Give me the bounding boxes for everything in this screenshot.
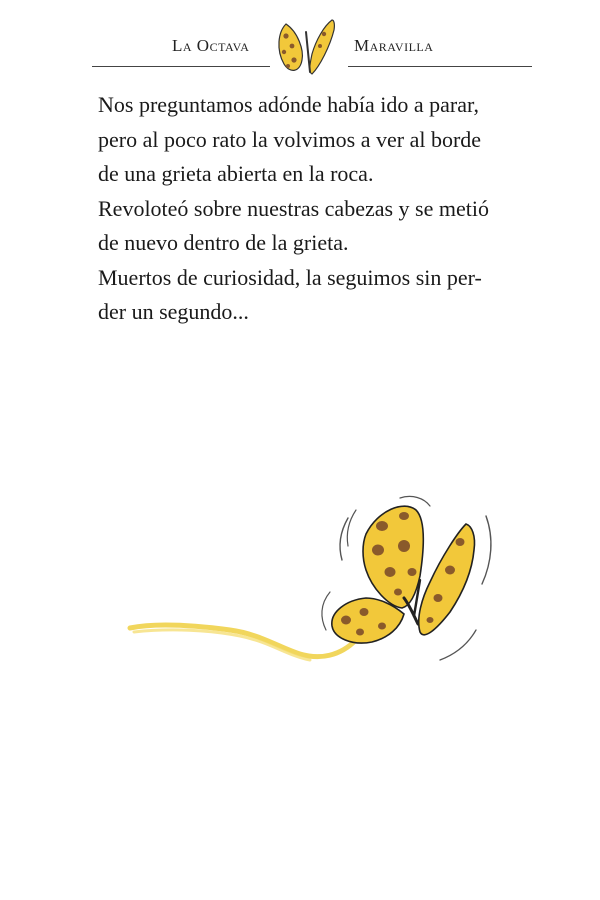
story-line: de nuevo dentro de la grieta.: [98, 230, 349, 255]
story-line: de una grieta abierta en la roca.: [98, 161, 374, 186]
story-line: Muertos de curiosidad, la seguimos sin per-: [98, 264, 482, 290]
header-book-title-left: La Octava: [172, 36, 250, 55]
butterfly-icon: [272, 10, 342, 80]
header-book-title-right: Maravilla: [354, 36, 434, 55]
header-rule-left: [92, 66, 270, 67]
flying-butterfly-icon: [120, 480, 500, 680]
header-rule-right: [348, 66, 532, 67]
page-header: [0, 0, 600, 90]
story-line: Nos preguntamos adónde había ido a parar,: [98, 92, 479, 117]
story-text: [98, 88, 538, 330]
story-line: pero al poco rato la volvimos a ver al borde: [98, 126, 482, 152]
story-line: der un segundo...: [98, 299, 249, 324]
story-line: Revoloteó sobre nuestras cabezas y se metió: [98, 195, 489, 221]
